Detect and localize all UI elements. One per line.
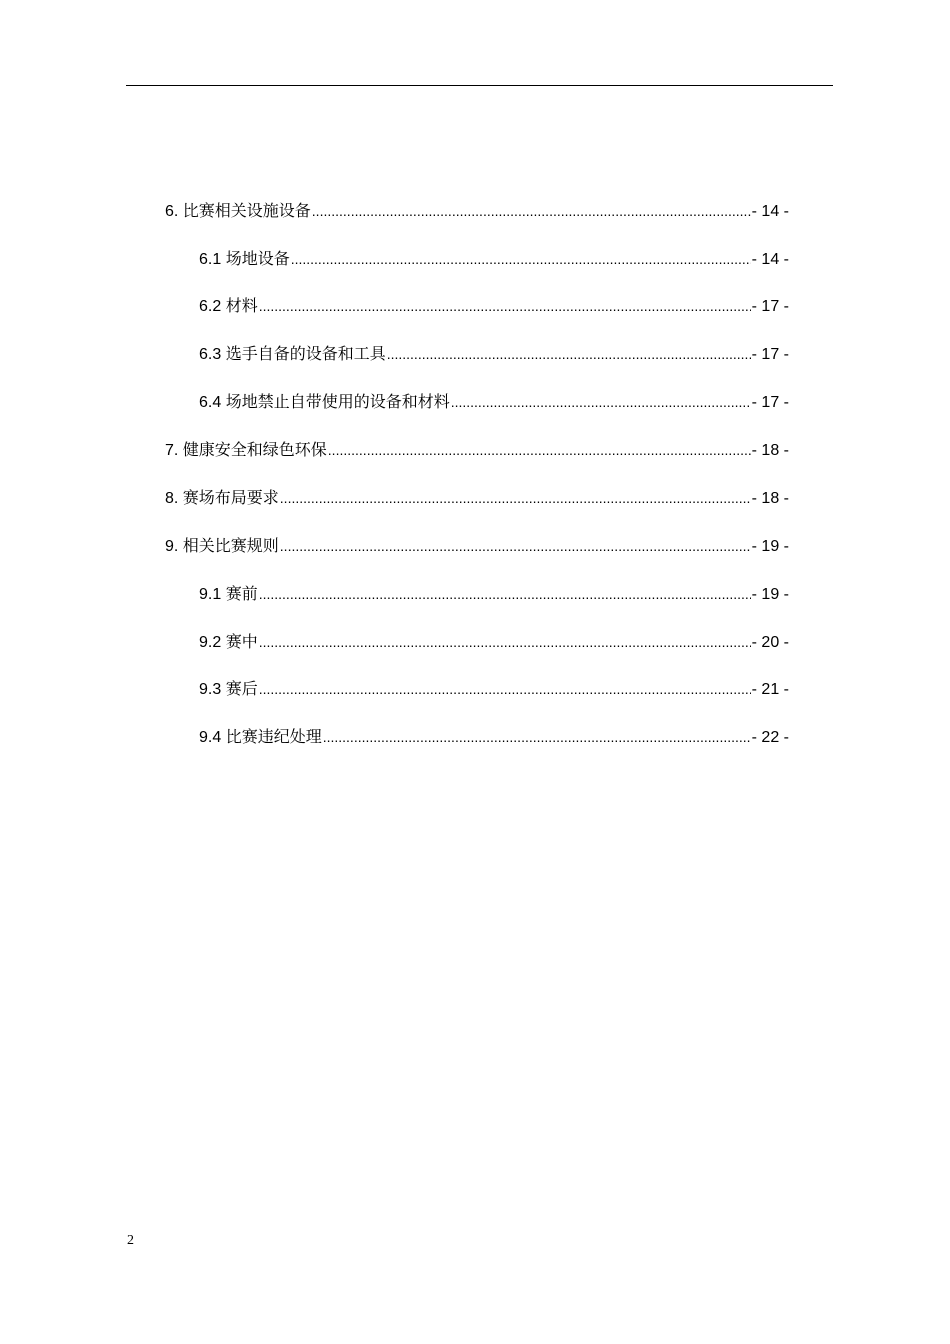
toc-dot-leader — [259, 294, 751, 318]
toc-entry-9-3[interactable] — [199, 677, 789, 701]
toc-entry-page: - 17 - — [751, 394, 789, 411]
page-number: 2 — [127, 1233, 134, 1248]
toc-dot-leader — [259, 630, 751, 654]
toc-entry-page: - 19 - — [751, 538, 789, 555]
toc-entry-page: - 18 - — [751, 442, 789, 459]
toc-entry-9[interactable] — [165, 534, 789, 558]
toc-entry-title: 9. 相关比赛规则 — [165, 538, 279, 555]
toc-entry-title: 9.3 赛后 — [199, 681, 258, 698]
toc-entry-page: - 20 - — [751, 634, 789, 651]
toc-entry-title: 6.4 场地禁止自带使用的设备和材料 — [199, 394, 450, 411]
toc-entry-page: - 17 - — [751, 298, 789, 315]
toc-dot-leader — [328, 438, 751, 462]
toc-dot-leader — [312, 199, 751, 223]
toc-entry-title: 9.2 赛中 — [199, 634, 258, 651]
toc-entry-6-2[interactable] — [199, 294, 789, 318]
toc-entry-page: - 14 - — [751, 203, 789, 220]
toc-entry-title: 9.4 比赛违纪处理 — [199, 729, 322, 746]
toc-dot-leader — [280, 534, 751, 558]
toc-entry-title: 6.3 选手自备的设备和工具 — [199, 346, 386, 363]
toc-entry-9-1[interactable] — [199, 582, 789, 606]
toc-dot-leader — [259, 582, 751, 606]
toc-entry-6-3[interactable] — [199, 342, 789, 366]
toc-entry-8[interactable] — [165, 486, 789, 510]
toc-entry-9-2[interactable] — [199, 630, 789, 654]
toc-entry-page: - 17 - — [751, 346, 789, 363]
toc-entry-title: 6.2 材料 — [199, 298, 258, 315]
toc-entry-9-4[interactable] — [199, 725, 789, 749]
toc-dot-leader — [291, 247, 751, 271]
toc-entry-page: - 14 - — [751, 251, 789, 268]
toc-entry-title: 8. 赛场布局要求 — [165, 490, 279, 507]
toc-entry-6-1[interactable] — [199, 247, 789, 271]
toc-dot-leader — [387, 342, 751, 366]
toc-entry-7[interactable] — [165, 438, 789, 462]
toc-entry-title: 9.1 赛前 — [199, 586, 258, 603]
toc-entry-page: - 22 - — [751, 729, 789, 746]
toc-dot-leader — [323, 725, 751, 749]
toc-entry-6[interactable] — [165, 199, 789, 223]
toc-entry-page: - 21 - — [751, 681, 789, 698]
toc-dot-leader — [451, 390, 751, 414]
toc-dot-leader — [280, 486, 751, 510]
toc-entry-title: 6. 比赛相关设施设备 — [165, 203, 311, 220]
toc-entry-title: 6.1 场地设备 — [199, 251, 290, 268]
toc-entry-page: - 18 - — [751, 490, 789, 507]
toc-entry-title: 7. 健康安全和绿色环保 — [165, 442, 327, 459]
toc-entry-6-4[interactable] — [199, 390, 789, 414]
toc-dot-leader — [259, 677, 751, 701]
toc-entry-page: - 19 - — [751, 586, 789, 603]
